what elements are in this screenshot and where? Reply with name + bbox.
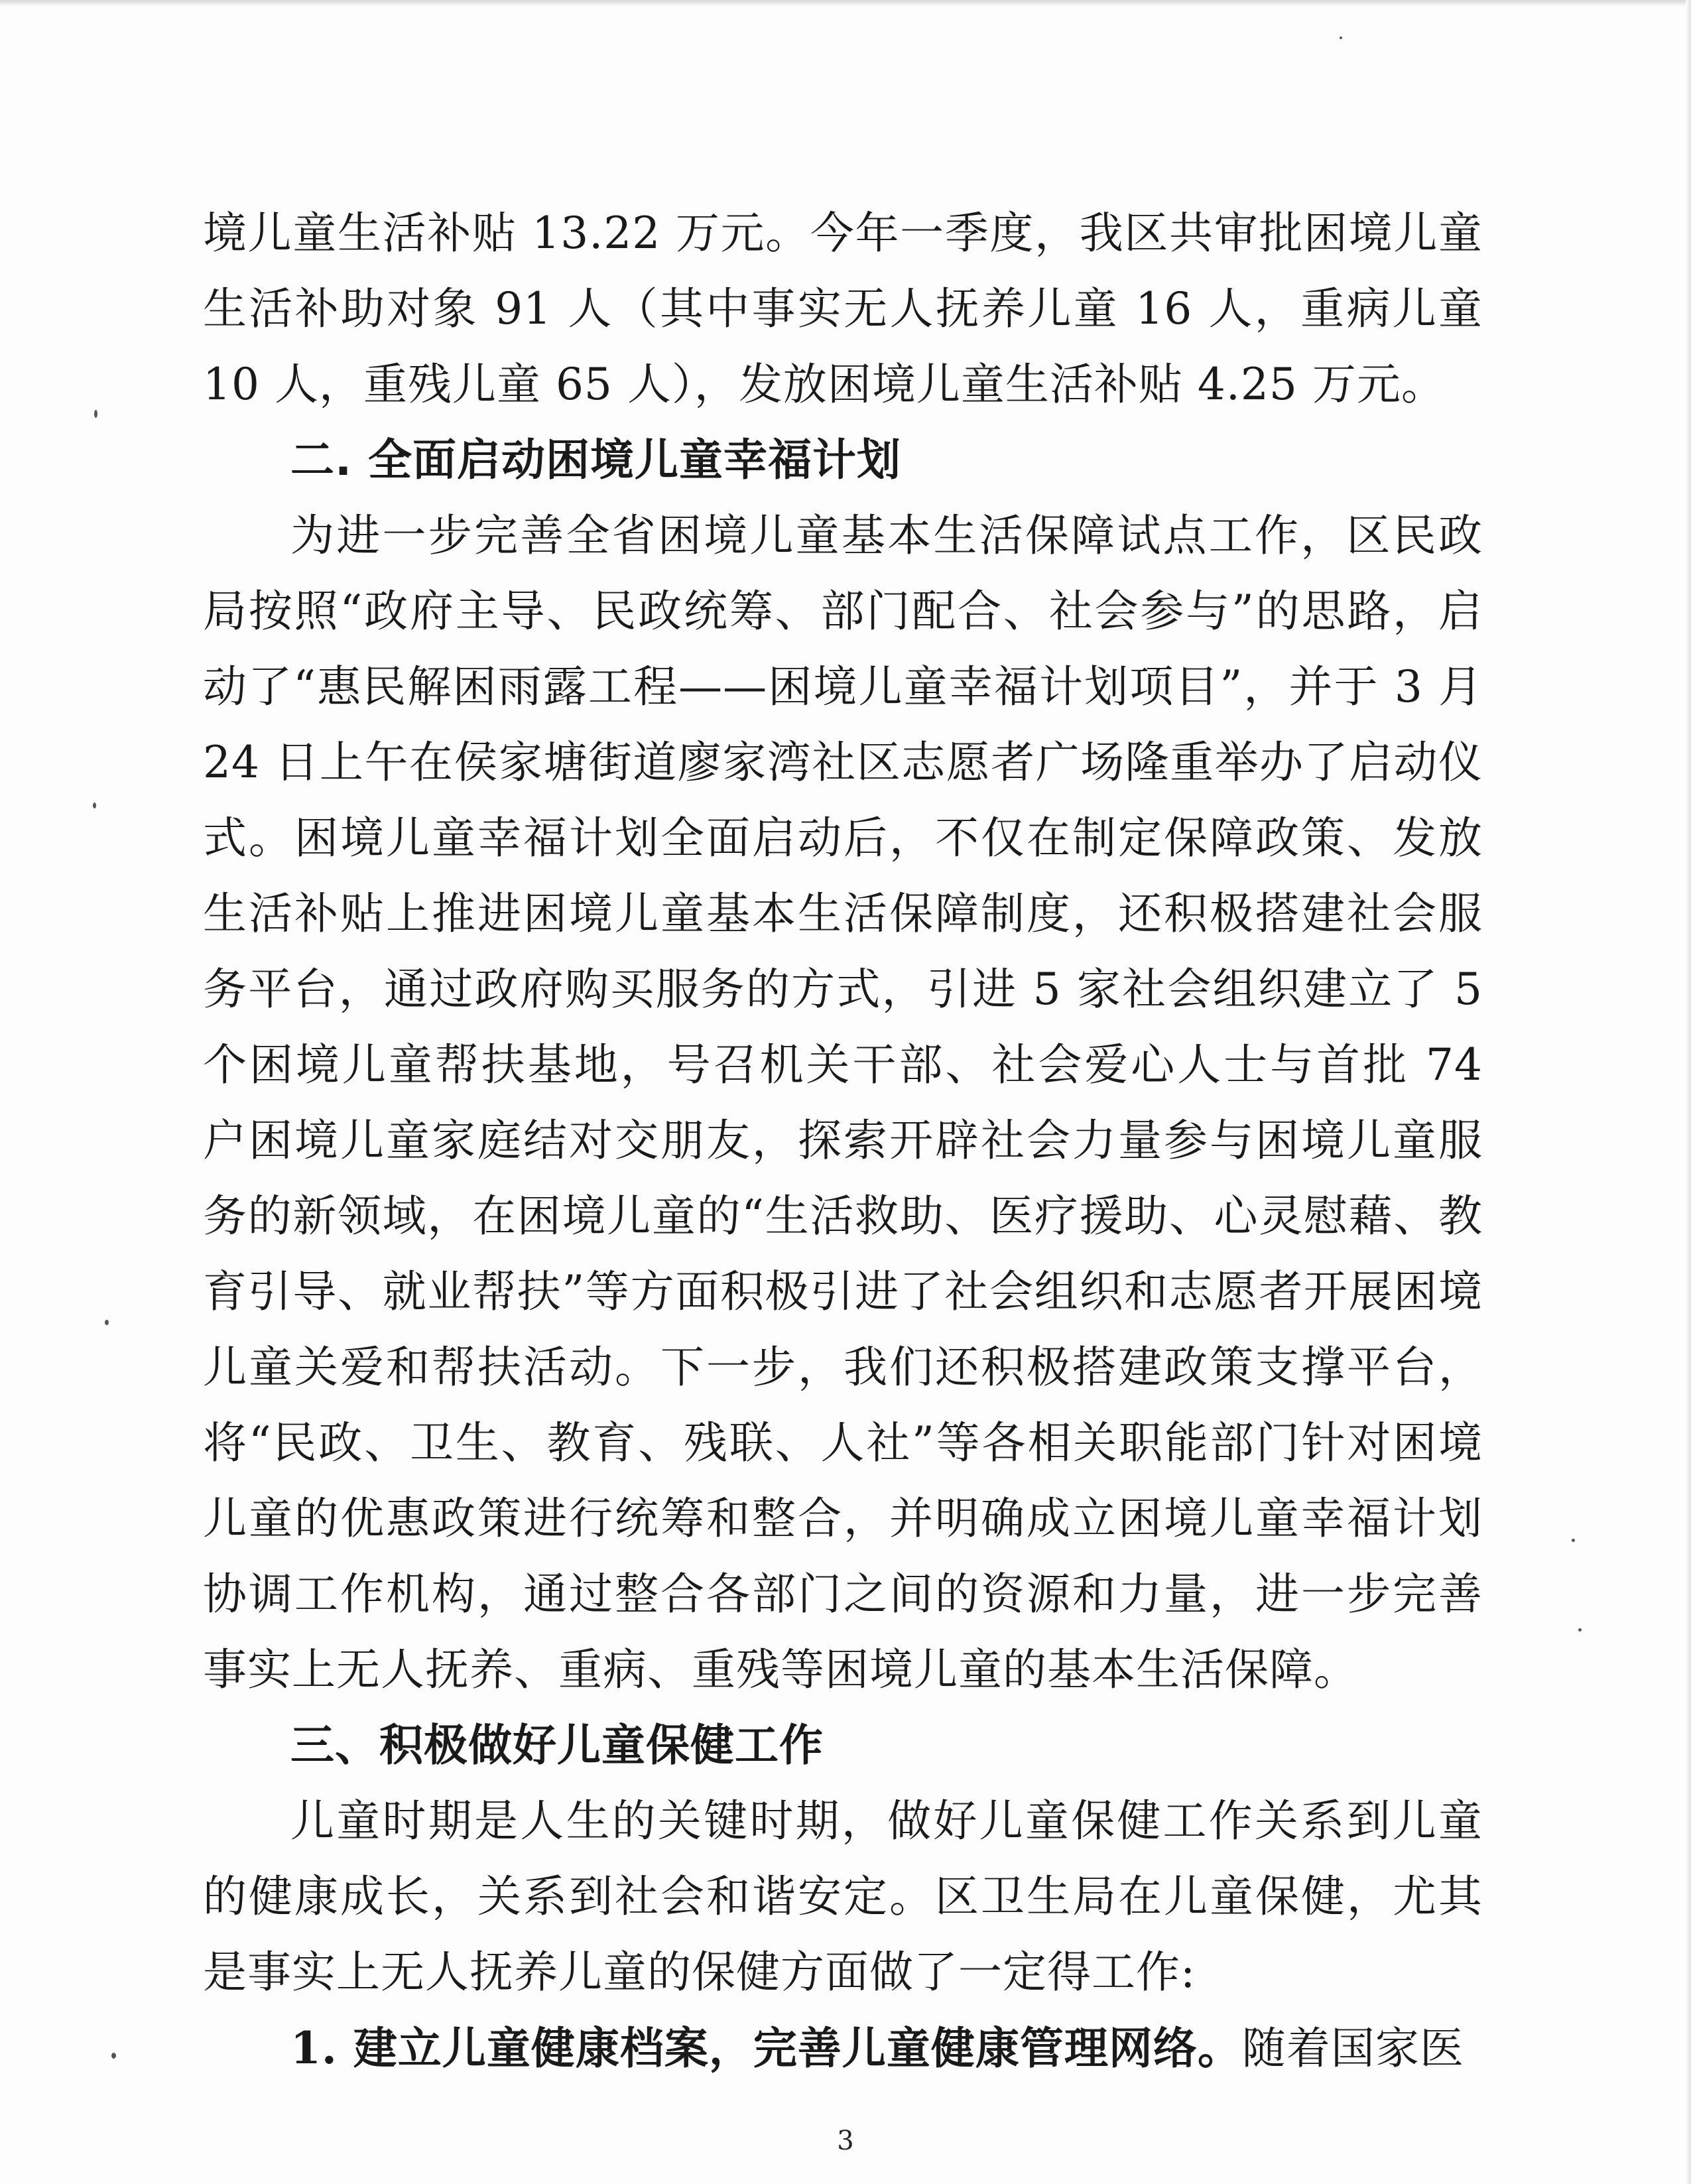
paragraph-happiness-plan: 为进一步完善全省困境儿童基本生活保障试点工作，区民政局按照“政府主导、民政统筹、部门配合、社会参与”的思路，启动了“惠民解困雨露工程——困境儿童幸福计划项目”，并于 3 月 24 日上午在侯家塘街道廖家湾社区志愿者广场隆重举办了启动仪式。困境儿童幸福计划全面启动后，不仅在制定保障政策、发放生活补贴上推进困境儿童基本生活保障制度，还积极搭建社会服务平台，通过政府购买服务的方式，引进 5 家社会组织建立了 5 个困境儿童帮扶基地，号召机关干部、社会爱心人士与首批 74 户困境儿童家庭结对交朋友，探索开辟社会力量参与困境儿童服务的新领域，在困境儿童的“生活救助、医疗援助、心灵慰藉、教育引导、就业帮扶”等方面积极引进了社会组织和志愿者开展困境儿童关爱和帮扶活动。下一步，我们还积极搭建政策支撑平台，将“民政、卫生、教育、残联、人社”等各相关职能部门针对困境儿童的优惠政策进行统筹和整合，并明确成立困境儿童幸福计划协调工作机构，通过整合各部门之间的资源和力量，进一步完善事实上无人抚养、重病、重残等困境儿童的基本生活保障。 — [203, 510, 1483, 1695]
scan-edge-top — [0, 0, 1691, 7]
page-number: 3 — [837, 2126, 854, 2156]
scan-speck — [1578, 1628, 1582, 1632]
scan-speck — [1572, 1539, 1575, 1542]
scan-speck — [94, 410, 97, 418]
scan-speck — [105, 1320, 109, 1325]
paragraph-health-records — [203, 2010, 1483, 2087]
paragraph-child-healthcare: 儿童时期是人生的关键时期，做好儿童保健工作关系到儿童的健康成长，关系到社会和谐安定。区卫生局在儿童保健，尤其是事实上无人抚养儿童的保健方面做了一定得工作: — [203, 1795, 1483, 1998]
health-records-text: 随着国家医 — [1241, 2023, 1464, 2074]
scan-speck — [111, 2053, 116, 2059]
scan-speck — [1340, 36, 1342, 39]
health-records-lead: 1. 建立儿童健康档案，完善儿童健康管理网络。 — [290, 2022, 1242, 2074]
scan-edge-right — [1686, 0, 1691, 2184]
document-body — [203, 196, 1483, 2087]
paragraph-subsidy-summary: 境儿童生活补贴 13.22 万元。今年一季度，我区共审批困境儿童生活补助对象 91 人（其中事实无人抚养儿童 16 人，重病儿童 10 人，重残儿童 65 人），发放困境儿童生活补贴 4.25 万元。 — [203, 208, 1483, 410]
section-heading-happiness-plan: 二. 全面启动困境儿童幸福计划 — [290, 434, 902, 485]
section-heading-child-healthcare: 三、积极做好儿童保健工作 — [290, 1720, 824, 1771]
scan-speck — [93, 803, 96, 808]
